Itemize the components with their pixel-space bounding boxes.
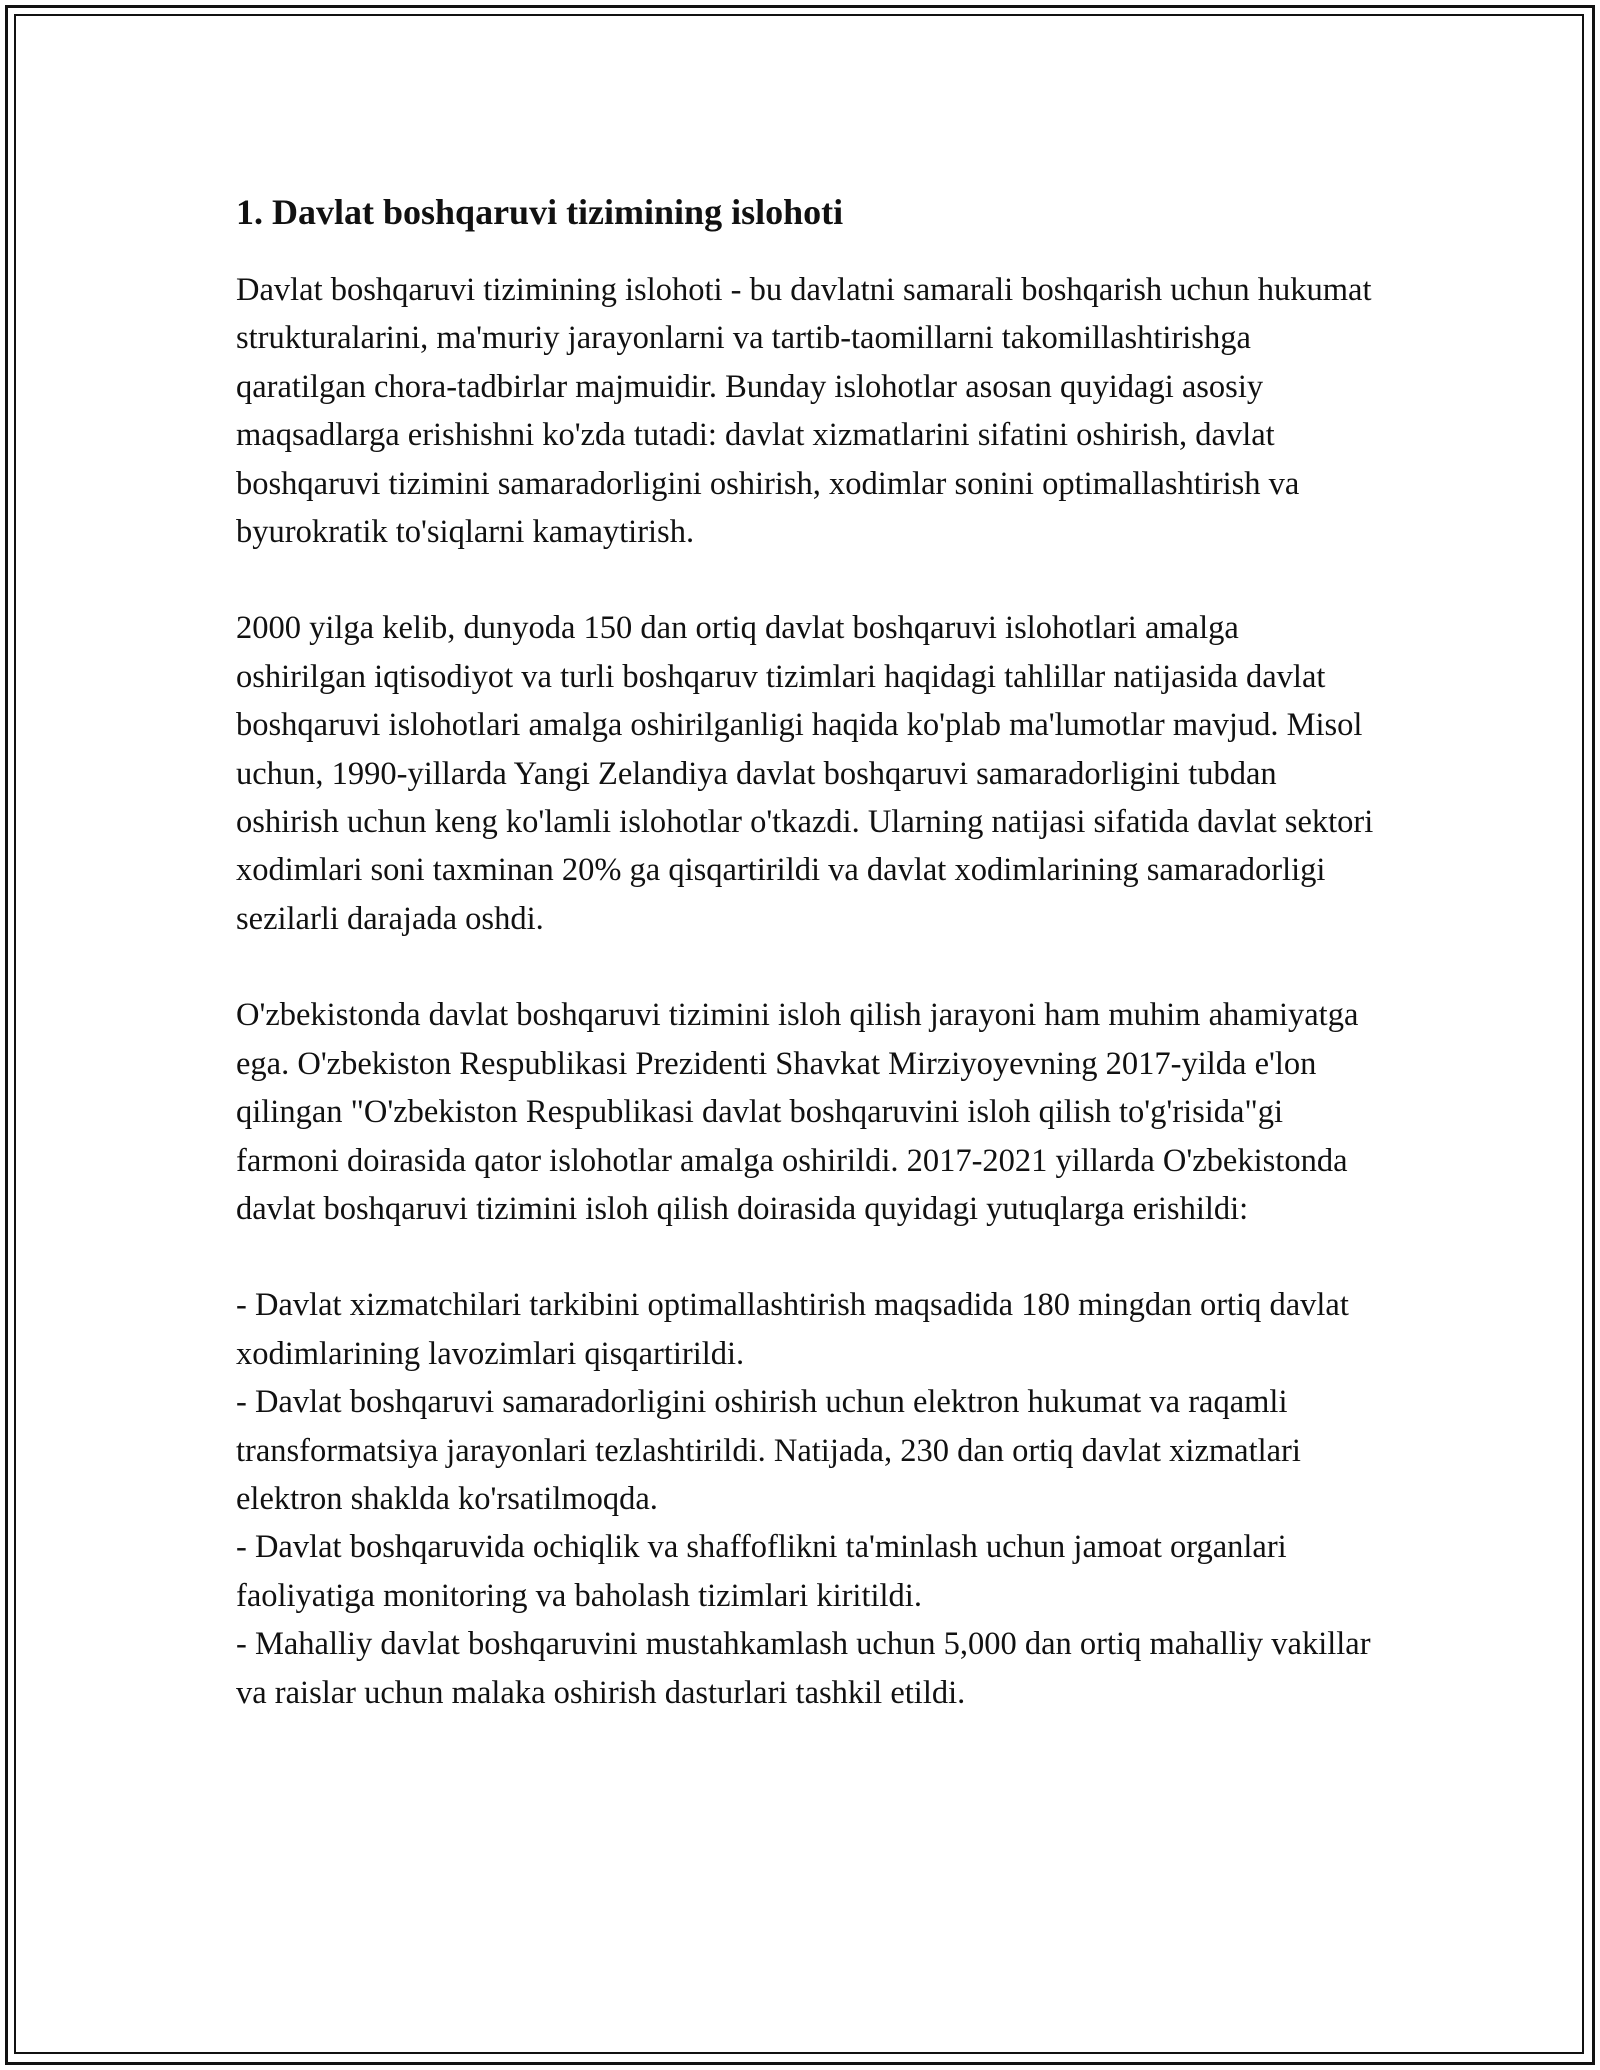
section-heading: 1. Davlat boshqaruvi tizimining islohoti: [236, 192, 844, 232]
paragraph-intro: Davlat boshqaruvi tizimining islohoti - bu davlatni samarali boshqarish uchun hukumat strukturalarini, ma'muriy jarayonlarni va tartib-taomillarni takomillashtirishga qaratilgan chora-tadbirlar majmuidir. Bunday islohotlar asosan quyidagi asosiy maqsadlarga erishishni ko'zda tutadi: davlat xizmatlarini sifatini oshirish, davlat boshqaruvi tizimini samaradorligini oshirish, xodimlar sonini optimallashtirish va byurokratik to'siqlarni kamaytirish.: [236, 272, 1372, 551]
list-item: - Davlat xizmatchilari tarkibini optimallashtirish maqsadida 180 mingdan ortiq davlat xodimlarining lavozimlari qisqartirildi.: [236, 1287, 1349, 1372]
document-body: [236, 188, 1376, 1717]
paragraph-world-reforms: 2000 yilga kelib, dunyoda 150 dan ortiq davlat boshqaruvi islohotlari amalga oshirilgan iqtisodiyot va turli boshqaruv tizimlari haqidagi tahlillar natijasida davlat boshqaruvi islohotlari amalga oshirilganligi haqida ko'plab ma'lumotlar mavjud. Misol uchun, 1990-yillarda Yangi Zelandiya davlat boshqaruvi samaradorligini tubdan oshirish uchun keng ko'lamli islohotlar o'tkazdi. Ularning natijasi sifatida davlat sektori xodimlari soni taxminan 20% ga qisqartirildi va davlat xodimlarining samaradorligi sezilarli darajada oshdi.: [236, 610, 1374, 937]
list-item: - Davlat boshqaruvi samaradorligini oshirish uchun elektron hukumat va raqamli transformatsiya jarayonlari tezlashtirildi. Natijada, 230 dan ortiq davlat xizmatlari elektron shaklda ko'rsatilmoqda.: [236, 1384, 1301, 1517]
achievements-list: [236, 1281, 1376, 1717]
paragraph-uzbekistan: O'zbekistonda davlat boshqaruvi tizimini isloh qilish jarayoni ham muhim ahamiyatga ega. O'zbekiston Respublikasi Prezidenti Shavkat Mirziyoyevning 2017-yilda e'lon qilingan "O'zbekiston Respublikasi davlat boshqaruvini isloh qilish to'g'risida"gi farmoni doirasida qator islohotlar amalga oshirildi. 2017-2021 yillarda O'zbekistonda davlat boshqaruvi tizimini isloh qilish doirasida quyidagi yutuqlarga erishildi:: [236, 997, 1359, 1227]
list-item: - Mahalliy davlat boshqaruvini mustahkamlash uchun 5,000 dan ortiq mahalliy vakillar va raislar uchun malaka oshirish dasturlari tashkil etildi.: [236, 1626, 1371, 1711]
list-item: - Davlat boshqaruvida ochiqlik va shaffoflikni ta'minlash uchun jamoat organlari faoliyatiga monitoring va baholash tizimlari kiritildi.: [236, 1529, 1287, 1614]
